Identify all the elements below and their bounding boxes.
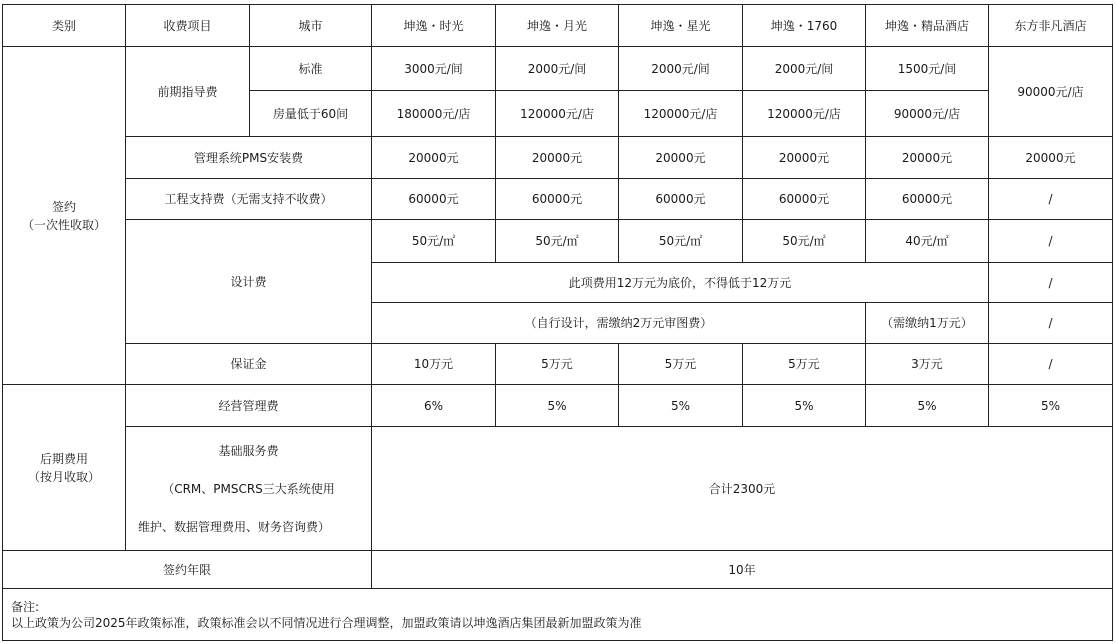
table-cell: 5% (496, 385, 619, 427)
table-cell: / (989, 263, 1113, 303)
table-cell: 5万元 (743, 344, 866, 385)
later-category-cell (3, 385, 126, 551)
design-self-review-fee: （自行设计，需缴纳2万元审图费） (372, 303, 866, 344)
table-cell: 60000元 (866, 179, 989, 220)
table-row (3, 137, 1113, 179)
table-cell: 60000元 (496, 179, 619, 220)
header-brand-yueguang: 坤逸・月光 (496, 5, 619, 47)
fee-table (2, 4, 1113, 641)
table-cell: / (989, 303, 1113, 344)
service-desc-line2: 维护、数据管理费用、财务咨询费） (138, 519, 331, 534)
management-label: 经营管理费 (126, 385, 372, 427)
header-brand-shiguang: 坤逸・时光 (372, 5, 496, 47)
header-brand-jingpin: 坤逸・精品酒店 (866, 5, 989, 47)
sign-label: 签约 (51, 199, 76, 214)
table-cell: 20000元 (372, 137, 496, 179)
table-cell: 5万元 (619, 344, 743, 385)
service-title: 基础服务费 (218, 443, 279, 458)
header-item: 收费项目 (126, 5, 250, 47)
table-cell: 120000元/店 (496, 91, 619, 137)
table-cell: 5% (989, 385, 1113, 427)
table-cell: 50元/㎡ (619, 220, 743, 263)
table-row (3, 220, 1113, 263)
table-cell: 50元/㎡ (496, 220, 619, 263)
guidance-small-label: 房量低于60间 (250, 91, 372, 137)
table-cell: / (989, 344, 1113, 385)
sign-label-sub: （一次性收取） (21, 217, 106, 232)
guidance-standard-label: 标准 (250, 47, 372, 91)
table-cell: 40元/㎡ (866, 220, 989, 263)
header-brand-xingguang: 坤逸・星光 (619, 5, 743, 47)
table-cell: 5% (619, 385, 743, 427)
note-row (3, 589, 1113, 641)
table-cell: 120000元/店 (619, 91, 743, 137)
table-cell: 2000元/间 (619, 47, 743, 91)
table-row (3, 344, 1113, 385)
service-label-cell (126, 427, 372, 551)
note-title: 备注: (11, 599, 40, 614)
sign-category-cell (3, 47, 126, 385)
table-cell: / (989, 220, 1113, 263)
table-cell: 1500元/间 (866, 47, 989, 91)
table-cell: 10万元 (372, 344, 496, 385)
term-label: 签约年限 (3, 551, 372, 589)
table-cell: 5万元 (496, 344, 619, 385)
table-cell: 20000元 (866, 137, 989, 179)
table-cell: 2000元/间 (743, 47, 866, 91)
table-cell: 120000元/店 (743, 91, 866, 137)
header-category: 类别 (3, 5, 126, 47)
table-cell: 6% (372, 385, 496, 427)
table-cell: 3000元/间 (372, 47, 496, 91)
design-jingpin-fee: （需缴纳1万元） (866, 303, 989, 344)
note-text: 以上政策为公司2025年政策标准，政策标准会以不同情况进行合理调整，加盟政策请以坤逸酒店集团最新加盟政策为准 (11, 615, 642, 630)
table-cell: 20000元 (989, 137, 1113, 179)
table-cell: 5% (743, 385, 866, 427)
table-cell: 50元/㎡ (743, 220, 866, 263)
table-row (3, 385, 1113, 427)
header-brand-dongfang: 东方非凡酒店 (989, 5, 1113, 47)
table-row (3, 47, 1113, 91)
table-cell: 60000元 (743, 179, 866, 220)
header-row (3, 5, 1113, 47)
table-cell: 3万元 (866, 344, 989, 385)
service-desc-line1: （CRM、PMSCRS三大系统使用 (162, 481, 335, 496)
table-cell: 90000元/店 (866, 91, 989, 137)
later-label-sub: （按月收取） (27, 469, 100, 484)
table-cell: / (989, 179, 1113, 220)
table-cell: 5% (866, 385, 989, 427)
table-cell: 2000元/间 (496, 47, 619, 91)
term-value: 10年 (372, 551, 1113, 589)
table-row (3, 179, 1113, 220)
table-cell: 20000元 (496, 137, 619, 179)
deposit-label: 保证金 (126, 344, 372, 385)
header-brand-1760: 坤逸・1760 (743, 5, 866, 47)
service-total: 合计2300元 (372, 427, 1113, 551)
table-cell: 180000元/店 (372, 91, 496, 137)
table-cell: 20000元 (619, 137, 743, 179)
table-cell: 50元/㎡ (372, 220, 496, 263)
design-label: 设计费 (126, 220, 372, 344)
guidance-label: 前期指导费 (126, 47, 250, 137)
note-cell (3, 589, 1113, 641)
table-cell: 20000元 (743, 137, 866, 179)
table-cell: 60000元 (372, 179, 496, 220)
table-cell: 60000元 (619, 179, 743, 220)
design-floor-price: 此项费用12万元为底价，不得低于12万元 (372, 263, 989, 303)
later-label: 后期费用 (39, 451, 88, 466)
header-city: 城市 (250, 5, 372, 47)
pms-label: 管理系统PMS安装费 (126, 137, 372, 179)
guidance-dongfang: 90000元/店 (989, 47, 1113, 137)
table-row (3, 551, 1113, 589)
table-row (3, 427, 1113, 551)
engineering-label: 工程支持费（无需支持不收费） (126, 179, 372, 220)
